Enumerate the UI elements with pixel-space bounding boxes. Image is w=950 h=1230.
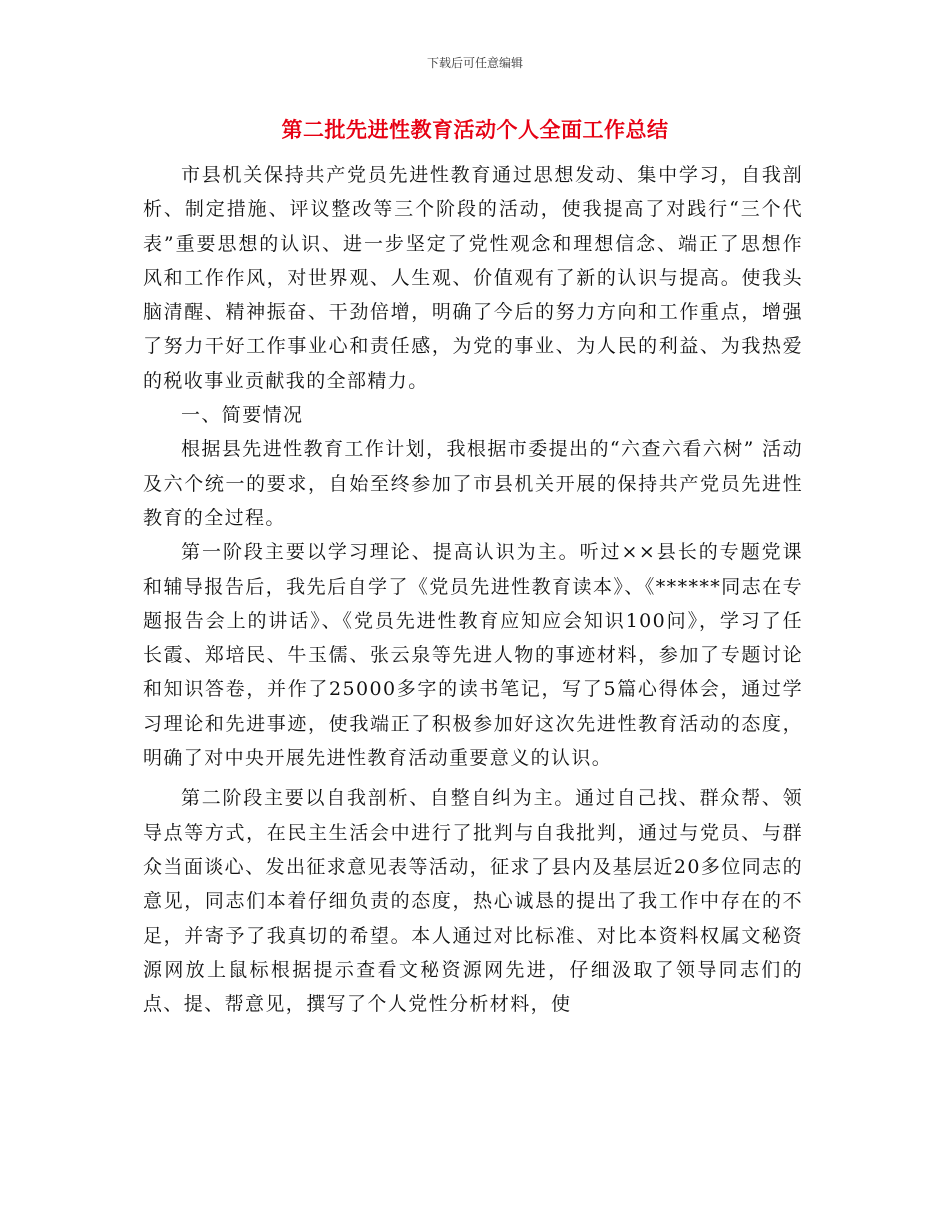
document-body xyxy=(143,158,803,1021)
section-heading: 一、简要情况 xyxy=(181,404,304,427)
document-title: 第二批先进性教育活动个人全面工作总结 xyxy=(281,118,669,142)
header-note: 下载后可任意编辑 xyxy=(426,56,523,70)
paragraph-stage-one: 第一阶段主要以学习理论、提高认识为主。听过××县长的专题党课和辅导报告后，我先后自学了《党员先进性教育读本》、《******同志在专题报告会上的讲话》、《党员先进性教育应知应会知识100问》，学习了任长霞、郑培民、牛玉儒、张云泉等先进人物的事迹材料，参加了专题讨论和知识答卷，并作了25000多字的读书笔记，写了5篇心得体会，通过学习理论和先进事迹，使我端正了积极参加好这次先进性教育活动的态度，明确了对中央开展先进性教育活动重要意义的认识。 xyxy=(143,541,803,770)
paragraph-overview: 根据县先进性教育工作计划，我根据市委提出的“六查六看六树” 活动及六个统一的要求，自始至终参加了市县机关开展的保持共产党员先进性教育的全过程。 xyxy=(143,438,803,529)
paragraph-stage-two: 第二阶段主要以自我剖析、自整自纠为主。通过自己找、群众帮、领导点等方式，在民主生活会中进行了批判与自我批判，通过与党员、与群众当面谈心、发出征求意见表等活动，征求了县内及基层近20多位同志的意见，同志们本着仔细负责的态度，热心诚恳的提出了我工作中存在的不足，并寄予了我真切的希望。本人通过对比标准、对比本资料权属文秘资源网放上鼠标根据提示查看文秘资源网先进，仔细汲取了领导同志们的点、提、帮意见，撰写了个人党性分析材料，使 xyxy=(143,787,803,1016)
paragraph-intro: 市县机关保持共产党员先进性教育通过思想发动、集中学习，自我剖析、制定措施、评议整改等三个阶段的活动，使我提高了对践行“三个代表”重要思想的认识、进一步坚定了党性观念和理想信念、端正了思想作风和工作作风，对世界观、人生观、价值观有了新的认识与提高。使我头脑清醒、精神振奋、干劲倍增，明确了今后的努力方向和工作重点，增强了努力干好工作事业心和责任感，为党的事业、为人民的利益、为我热爱的税收事业贡献我的全部精力。 xyxy=(143,164,803,392)
